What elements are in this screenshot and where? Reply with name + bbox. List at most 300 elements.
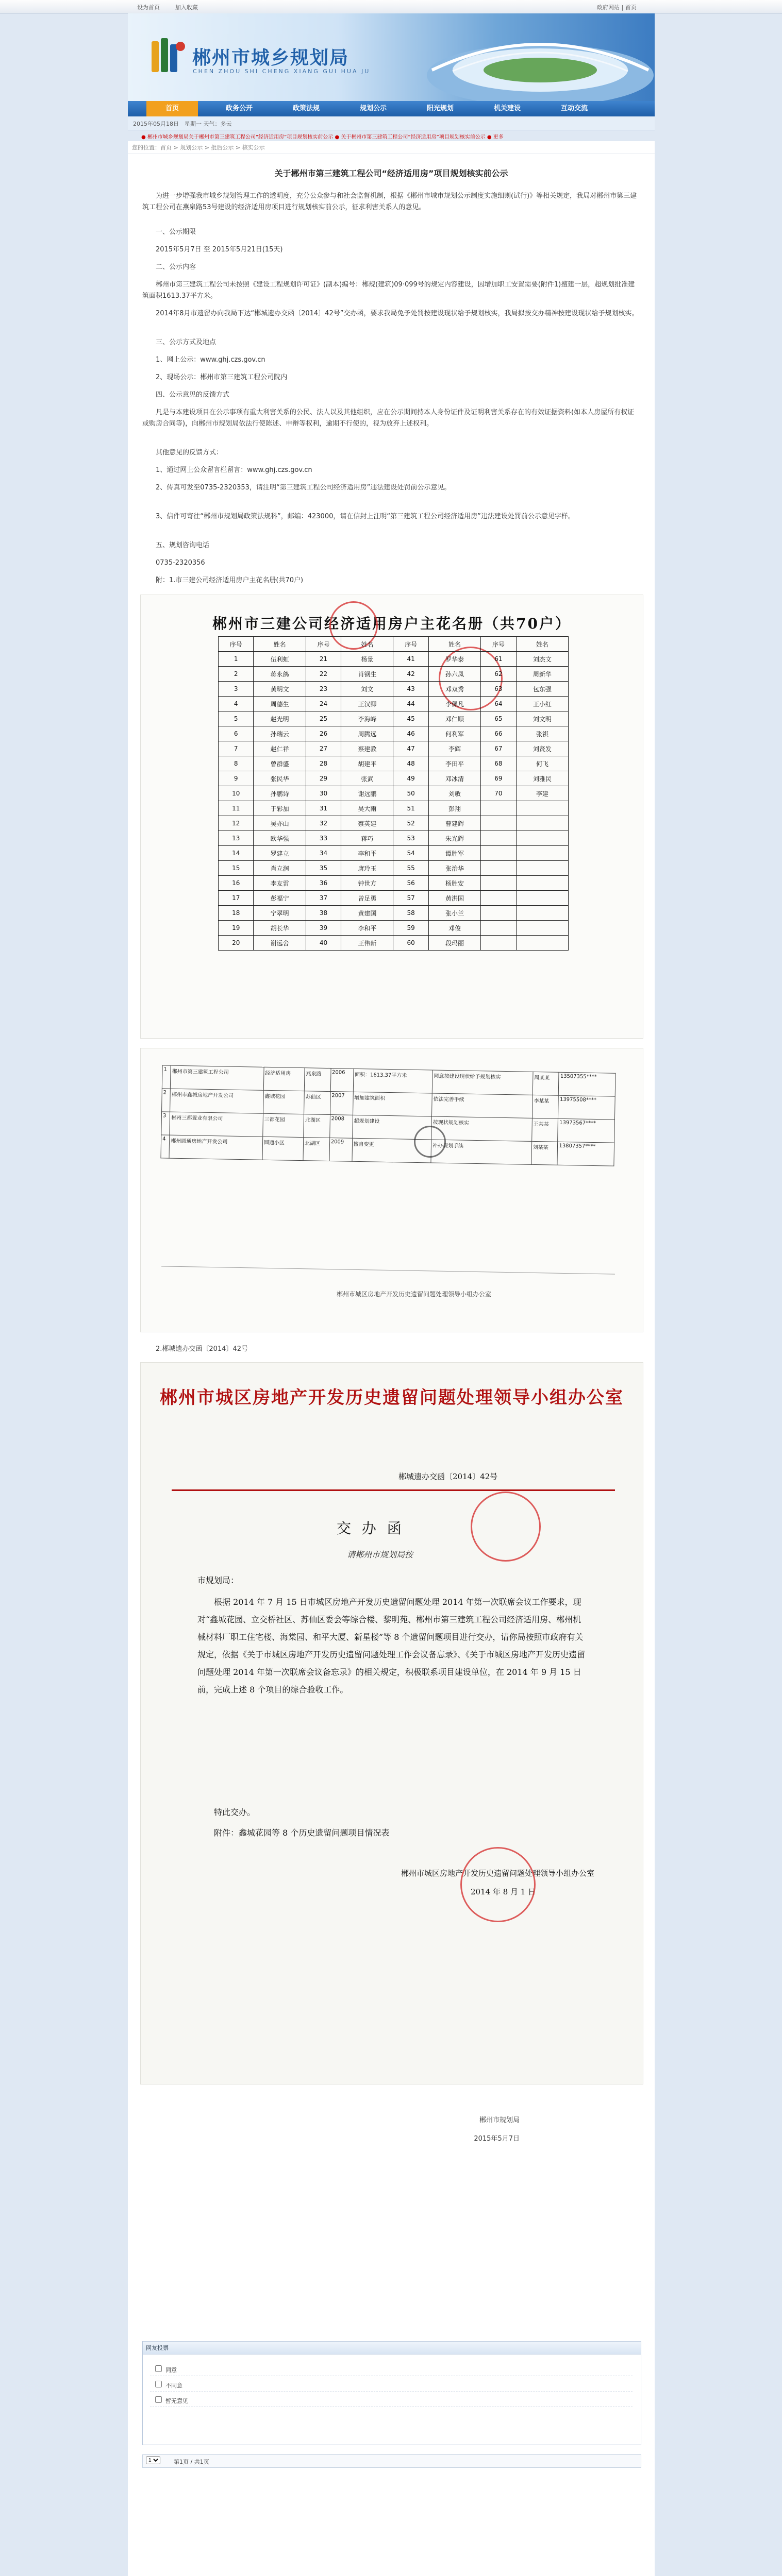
project-cell: 苏仙区 [304,1091,330,1115]
section-5-phone: 0735-2320356 [156,559,205,567]
roster-cell: 28 [306,756,341,771]
roster-cell: 李友雷 [254,876,306,891]
roster-cell: 张祺 [516,726,568,741]
page-select[interactable] [146,2456,160,2464]
main-content [128,141,655,2576]
roster-cell: 25 [306,711,341,726]
roster-cell: 谢远鹏 [341,786,393,801]
roster-cell: 3 [219,682,254,697]
project-cell: 1 [162,1065,171,1089]
roster-header-cell: 序号 [219,637,254,652]
roster-cell: 63 [481,682,516,697]
roster-cell: 周腾远 [341,726,393,741]
roster-header-cell: 姓名 [341,637,393,652]
roster-cell: 69 [481,771,516,786]
nav-policies[interactable]: 政策法规 [292,105,320,112]
nav-planning-notice[interactable]: 规划公示 [359,105,387,112]
roster-cell: 邓俊 [428,921,480,936]
project-cell: 周某某 [533,1072,559,1095]
roster-cell: 刘贤发 [516,741,568,756]
set-homepage-link[interactable]: 设为首页 [137,4,160,11]
signing-org: 郴州市规划局 [479,2116,520,2124]
project-cell: 增加建筑面积 [353,1092,432,1116]
letter-title: 郴州市城区房地产开发历史遗留问题处理领导小组办公室 [160,1387,624,1408]
roster-cell: 33 [306,831,341,846]
roster-cell [516,921,568,936]
roster-cell: 胡建平 [341,756,393,771]
red-seal-icon [471,1492,541,1562]
roster-row [219,801,569,816]
project-cell: 郴州市鑫城房地产开发公司 [170,1089,263,1113]
roster-row [219,846,569,861]
roster-cell: 66 [481,726,516,741]
roster-cell: 1 [219,652,254,667]
roster-cell: 蔡英建 [341,816,393,831]
roster-cell [481,846,516,861]
roster-header-cell: 姓名 [254,637,306,652]
project-cell: 郴州市第三建筑工程公司 [171,1065,264,1090]
current-date: 2015年05月18日 [133,121,179,127]
roster-cell: 张武 [341,771,393,786]
nav-home[interactable]: 首页 [146,101,198,116]
article-intro: 为进一步增强我市城乡规划管理工作的透明度，充分公众参与和社会监督机制，根据《郴州市城市规划公示制度实施细则(试行)》等相关规定，我局对郴州市第三建筑工程公司在燕泉路53号建设的经济适用房项目进行规划核实前公示，征求利害关系人的意见。 [142,192,637,211]
article-title: 关于郴州市第三建筑工程公司“经济适用房”项目规划核实前公示 [274,168,508,178]
roster-cell: 唐玲玉 [341,861,393,876]
roster-cell: 张治华 [428,861,480,876]
roster-cell: 27 [306,741,341,756]
roster-cell: 刘杰文 [516,652,568,667]
pagination-bar [142,2454,641,2468]
roster-cell: 6 [219,726,254,741]
roster-cell: 张小兰 [428,906,480,921]
roster-cell: 32 [306,816,341,831]
project-table-footer: 郴州市城区房地产开发历史遗留问题处理领导小组办公室 [337,1291,492,1298]
roster-cell: 彭翔 [428,801,480,816]
roster-row [219,816,569,831]
roster-cell: 67 [481,741,516,756]
roster-cell: 刘文明 [516,711,568,726]
roster-cell [481,891,516,906]
roster-cell: 34 [306,846,341,861]
letter-body: 根据 2014 年 7 月 15 日市城区房地产开发历史遗留问题处理 2014 年第一次联席会议工作要求，现对“鑫城花园、立交桥社区、苏仙区委会等综合楼、黎明苑、郴州市第三建筑工程公司经济适用房、郴州机械材料厂职工住宅楼、海棠园、和平大厦、新星楼”等 8 个遗留问题项目进行交办，请你局按照市政府有关规定，依据《关于市城区房地产开发历史遗留问题处理工作会议备忘录》、《关于市城区房地产开发历史遗留问题处理 2014 年第一次联席会议备忘录》的相关规定，积极联系项目建设单位，在 2014 年 9 月 15 日前，完成上述 8 个项目的综合验收工作。 [197,1597,586,1694]
section-2-text1: 郴州市第三建筑工程公司未按照《建设工程规划许可证》(副本)编号：郴规(建筑)09·099号的规定内容建设，因增加职工安置需要(附件1)擅建一层，超规划批准建筑面积1613.37平方米。 [142,281,635,300]
roster-row [219,921,569,936]
roster-cell: 64 [481,697,516,711]
section-3-item2: 2、现场公示：郴州市第三建筑工程公司院内 [156,374,288,381]
roster-cell: 何飞 [516,756,568,771]
roster-cell: 李建 [516,786,568,801]
roster-row [219,936,569,951]
roster-cell: 曾足勇 [341,891,393,906]
roster-row [219,667,569,682]
red-seal-icon [460,1847,536,1922]
project-cell: 4 [161,1135,170,1158]
roster-cell: 40 [306,936,341,951]
vote-panel [142,2341,641,2445]
roster-cell: 53 [393,831,428,846]
roster-cell: 22 [306,667,341,682]
roster-cell [516,876,568,891]
roster-cell: 56 [393,876,428,891]
roster-cell: 李佩凡 [428,697,480,711]
roster-cell [481,936,516,951]
roster-cell: 钟世方 [341,876,393,891]
roster-cell: 16 [219,876,254,891]
site-title: 郴州市城乡规划局 [192,47,350,69]
roster-cell: 王伟新 [341,936,393,951]
roster-cell: 19 [219,921,254,936]
project-cell: 13975508**** [558,1095,615,1120]
roster-cell: 周新华 [516,667,568,682]
project-cell: 同意按建设现状给予规划核实 [432,1070,533,1095]
roster-cell: 4 [219,697,254,711]
roster-cell: 52 [393,816,428,831]
section-4-item2: 2、传真可发至0735-2320353，请注明“第三建筑工程公司经济适用房”违法建设处罚前公示意见。 [156,484,451,492]
roster-cell: 段玛丽 [428,936,480,951]
roster-cell: 18 [219,906,254,921]
roster-cell: 10 [219,786,254,801]
roster-scan-image [140,595,643,1039]
roster-cell: 51 [393,801,428,816]
project-cell: 依法完善手续 [432,1093,533,1118]
roster-header-cell: 序号 [306,637,341,652]
project-cell: 13507355**** [559,1072,615,1096]
section-4-item1: 1、通过网上公众留言栏留言：www.ghj.czs.gov.cn [156,466,312,474]
vote-option-label: 不同意 [165,2382,182,2389]
roster-cell [516,936,568,951]
date-bar [128,116,655,130]
roster-cell: 刘敏 [428,786,480,801]
roster-cell: 12 [219,816,254,831]
roster-cell: 14 [219,846,254,861]
project-cell: 三都花园 [263,1113,304,1137]
roster-cell: 肖立润 [254,861,306,876]
roster-cell: 11 [219,801,254,816]
letter-date: 2014 年 8 月 1 日 [471,1887,536,1896]
roster-cell: 9 [219,771,254,786]
roster-cell: 54 [393,846,428,861]
roster-cell: 于彩加 [254,801,306,816]
site-subtitle: CHEN ZHOU SHI CHENG XIANG GUI HUA JU [193,68,371,75]
project-cell: 2009 [329,1138,353,1162]
roster-cell: 吴亦山 [254,816,306,831]
vote-tab[interactable]: 网友投票 [146,2345,169,2351]
roster-cell [516,906,568,921]
bureau-logo-icon [149,36,188,77]
roster-cell: 黄洪国 [428,891,480,906]
vote-header [143,2342,641,2354]
roster-cell: 26 [306,726,341,741]
section-3-heading: 三、公示方式及地点 [156,338,217,346]
roster-cell: 胡长华 [254,921,306,936]
roster-cell [516,846,568,861]
project-cell: 2006 [330,1069,354,1092]
roster-cell: 2 [219,667,254,682]
roster-cell: 何利军 [428,726,480,741]
project-cell: 13807357**** [557,1142,614,1166]
roster-row [219,652,569,667]
roster-cell: 39 [306,921,341,936]
roster-title: 郴州市三建公司经济适用房户主花名册（共70户） [212,615,571,632]
project-cell: 王某某 [532,1118,558,1142]
roster-cell: 30 [306,786,341,801]
letter-attachment: 附件：鑫城花园等 8 个历史遗留问题项目情况表 [214,1828,390,1838]
roster-cell: 肖钢生 [341,667,393,682]
nav-organization[interactable]: 机关建设 [493,105,521,112]
project-cell: 3 [161,1112,170,1135]
section-2-heading: 二、公示内容 [156,263,196,271]
roster-row [219,771,569,786]
vote-option-label: 同意 [165,2367,177,2374]
roster-cell: 曹建辉 [428,816,480,831]
roster-cell: 蒋巧 [341,831,393,846]
roster-cell: 刘雅民 [516,771,568,786]
project-table-scan-image [140,1048,643,1332]
section-1-heading: 一、公示期限 [156,228,196,236]
add-favorite-link[interactable]: 加入收藏 [175,4,198,11]
breadcrumb[interactable]: 您的位置：首页 > 规划公示 > 批后公示 > 核实公示 [132,144,265,151]
vote-checkbox[interactable] [155,2365,162,2372]
roster-cell: 68 [481,756,516,771]
roster-cell: 36 [306,876,341,891]
roster-cell: 47 [393,741,428,756]
roster-cell: 王汉卿 [341,697,393,711]
roster-cell: 李田平 [428,756,480,771]
top-right-links[interactable]: 政府网站 | 首页 [597,4,637,11]
roster-cell [516,816,568,831]
roster-cell: 42 [393,667,428,682]
roster-cell: 15 [219,861,254,876]
roster-cell: 李和平 [341,921,393,936]
project-cell: 李某某 [532,1095,558,1118]
roster-cell: 朱光辉 [428,831,480,846]
top-bar [0,0,782,14]
roster-cell: 邓双秀 [428,682,480,697]
section-2-text2: 2014年8月市遗留办向我局下达“郴城遗办交函〔2014〕42号”交办函，要求我局免予处罚按建设现状给予规划核实，我局拟按交办精神按建设现状给予规划核实。 [156,310,639,317]
roster-cell: 23 [306,682,341,697]
roster-cell: 吴大雨 [341,801,393,816]
roster-cell: 黄明文 [254,682,306,697]
signing-date: 2015年5月7日 [474,2135,520,2143]
roster-cell: 谢远舍 [254,936,306,951]
roster-cell: 赵仁祥 [254,741,306,756]
official-letter-scan-image [140,1362,643,2084]
red-rule [172,1489,615,1491]
roster-cell: 57 [393,891,428,906]
roster-cell: 24 [306,697,341,711]
roster-cell: 罗华泰 [428,652,480,667]
roster-cell: 杨胜安 [428,876,480,891]
roster-cell: 周德生 [254,697,306,711]
project-cell: 擅自变更 [352,1138,431,1163]
divider [161,1266,615,1274]
roster-cell: 邓仁顺 [428,711,480,726]
roster-cell: 55 [393,861,428,876]
roster-cell [516,891,568,906]
roster-cell [481,906,516,921]
handwritten-note: 请郴州市规划局按 [347,1550,413,1560]
roster-cell: 45 [393,711,428,726]
roster-cell: 37 [306,891,341,906]
roster-cell: 61 [481,652,516,667]
roster-cell [481,921,516,936]
project-cell: 按现状规划核实 [431,1116,533,1141]
project-cell: 2 [162,1089,171,1112]
letter-closing: 特此交办。 [214,1807,256,1817]
roster-cell [481,801,516,816]
project-cell: 郴州圆通房地产开发公司 [169,1135,262,1160]
roster-cell: 伍利虹 [254,652,306,667]
roster-cell [516,831,568,846]
roster-cell: 46 [393,726,428,741]
roster-cell: 孙六凤 [428,667,480,682]
roster-cell: 38 [306,906,341,921]
roster-cell: 谭胜军 [428,846,480,861]
project-cell: 超规划建设 [352,1115,431,1140]
roster-cell: 杨景 [341,652,393,667]
weather-text: 星期一 天气：多云 [185,121,232,127]
project-cell: 补办规划手续 [431,1140,532,1164]
section-1-text: 2015年5月7日 至 2015年5月21日(15天) [156,246,283,253]
roster-cell: 17 [219,891,254,906]
letter-doc-number: 郴城遗办交函〔2014〕42号 [398,1472,498,1481]
vote-checkbox[interactable] [155,2381,162,2387]
roster-cell: 蒋永鸽 [254,667,306,682]
roster-cell: 59 [393,921,428,936]
roster-cell: 包东强 [516,682,568,697]
vote-option[interactable] [150,2362,633,2376]
roster-cell [481,831,516,846]
project-cell: 北湖区 [304,1114,330,1138]
roster-cell: 60 [393,936,428,951]
roster-cell: 70 [481,786,516,801]
roster-row [219,741,569,756]
main-nav [128,101,655,116]
roster-row [219,891,569,906]
attachment-1-label: 附：1.市三建公司经济适用房户主花名册(共70户) [156,577,304,584]
roster-row [219,861,569,876]
roster-row [219,831,569,846]
project-cell: 鑫城花园 [263,1090,304,1114]
section-3-item1: 1、网上公示：www.ghj.czs.gov.cn [156,356,265,364]
roster-cell [481,816,516,831]
roster-row [219,906,569,921]
roster-header-cell: 序号 [481,637,516,652]
project-cell: 圆通小区 [262,1137,304,1160]
project-cell: 经济适用房 [263,1067,305,1091]
roster-cell: 31 [306,801,341,816]
roster-cell: 黄建国 [341,906,393,921]
seal-icon [414,1126,446,1158]
roster-cell: 孙鹏诗 [254,786,306,801]
project-cell: 刘某某 [531,1141,558,1165]
roster-row [219,786,569,801]
roster-cell: 44 [393,697,428,711]
roster-row [219,697,569,711]
project-table [160,1065,615,1166]
roster-cell [481,861,516,876]
roster-cell: 罗建立 [254,846,306,861]
roster-header-cell: 序号 [393,637,428,652]
roster-cell: 50 [393,786,428,801]
roster-cell: 29 [306,771,341,786]
project-cell: 13973567**** [558,1118,614,1143]
roster-cell: 李和平 [341,846,393,861]
roster-header-cell: 姓名 [516,637,568,652]
project-cell: 郴州三都置业有限公司 [170,1112,263,1137]
letter-salutation: 市规划局： [197,1575,239,1585]
stadium-photo-icon [396,13,655,101]
roster-cell: 李辉 [428,741,480,756]
roster-cell: 孙瑞云 [254,726,306,741]
letter-heading: 交 办 函 [337,1520,405,1537]
roster-cell: 蔡建教 [341,741,393,756]
roster-cell: 赵光明 [254,711,306,726]
roster-cell: 8 [219,756,254,771]
roster-cell: 43 [393,682,428,697]
roster-cell: 刘文 [341,682,393,697]
section-4-heading: 四、公示意见的反馈方式 [156,391,230,399]
header-banner [128,13,655,101]
roster-cell: 王小红 [516,697,568,711]
nav-sunshine-planning[interactable]: 阳光规划 [426,105,454,112]
roster-cell: 49 [393,771,428,786]
nav-interaction[interactable]: 互动交流 [560,105,588,112]
roster-cell: 7 [219,741,254,756]
roster-cell: 48 [393,756,428,771]
roster-cell: 5 [219,711,254,726]
roster-cell [516,861,568,876]
roster-cell: 曾群盛 [254,756,306,771]
roster-cell: 张民华 [254,771,306,786]
roster-cell: 41 [393,652,428,667]
roster-cell [481,876,516,891]
vote-option[interactable] [150,2393,633,2407]
vote-option-label: 暂无意见 [165,2398,188,2404]
news-ticker[interactable] [128,131,655,140]
vote-option[interactable] [150,2378,633,2392]
project-cell: 2007 [330,1092,353,1115]
section-4-text: 凡是与本建设项目在公示事项有重大利害关系的公民、法人以及其他组织，应在公示期间持本人身份证件及证明利害关系存在的有效证据资料(如本人房屋所有权证或购房合同等)，向郴州市规划局依法行使陈述、申辩等权利，逾期不行使的，视为放弃上述权利。 [142,409,635,428]
roster-cell: 20 [219,936,254,951]
roster-table [218,636,569,951]
roster-cell: 欧华强 [254,831,306,846]
letter-signature: 郴州市城区房地产开发历史遗留问题处理领导小组办公室 [401,1869,594,1878]
project-cell: 面积：1613.37平方米 [353,1069,432,1093]
roster-row [219,711,569,726]
section-5-heading: 五、规划咨询电话 [156,541,210,549]
roster-cell [516,801,568,816]
attachment-2-label: 2.郴城遗办交函〔2014〕42号 [156,1345,248,1353]
ticker-text[interactable]: ● 郴州市城乡规划局关于郴州市第三建筑工程公司“经济适用房”项目规划核实前公示 ● 关于郴州市第三建筑工程公司“经济适用房”项目规划核实前公示 ● 更多 [141,134,504,140]
roster-header-row [219,637,569,652]
roster-row [219,876,569,891]
roster-row [219,756,569,771]
roster-cell: 邓冰清 [428,771,480,786]
section-4-item3: 3、信件可寄往“郴州市规划局政策法规科”，邮编：423000，请在信封上注明“第三建筑工程公司经济适用房”违法建设处罚前公示意见字样。 [156,513,575,520]
roster-row [219,726,569,741]
nav-government-affairs[interactable]: 政务公开 [225,105,253,112]
vote-checkbox[interactable] [155,2396,162,2403]
roster-cell: 62 [481,667,516,682]
project-cell: 燕泉路 [304,1068,330,1092]
project-cell: 2008 [329,1115,353,1139]
roster-cell: 21 [306,652,341,667]
roster-cell: 宁翠明 [254,906,306,921]
roster-cell: 李海峰 [341,711,393,726]
roster-cell: 35 [306,861,341,876]
section-4-other: 其他意见的反馈方式： [156,449,223,456]
